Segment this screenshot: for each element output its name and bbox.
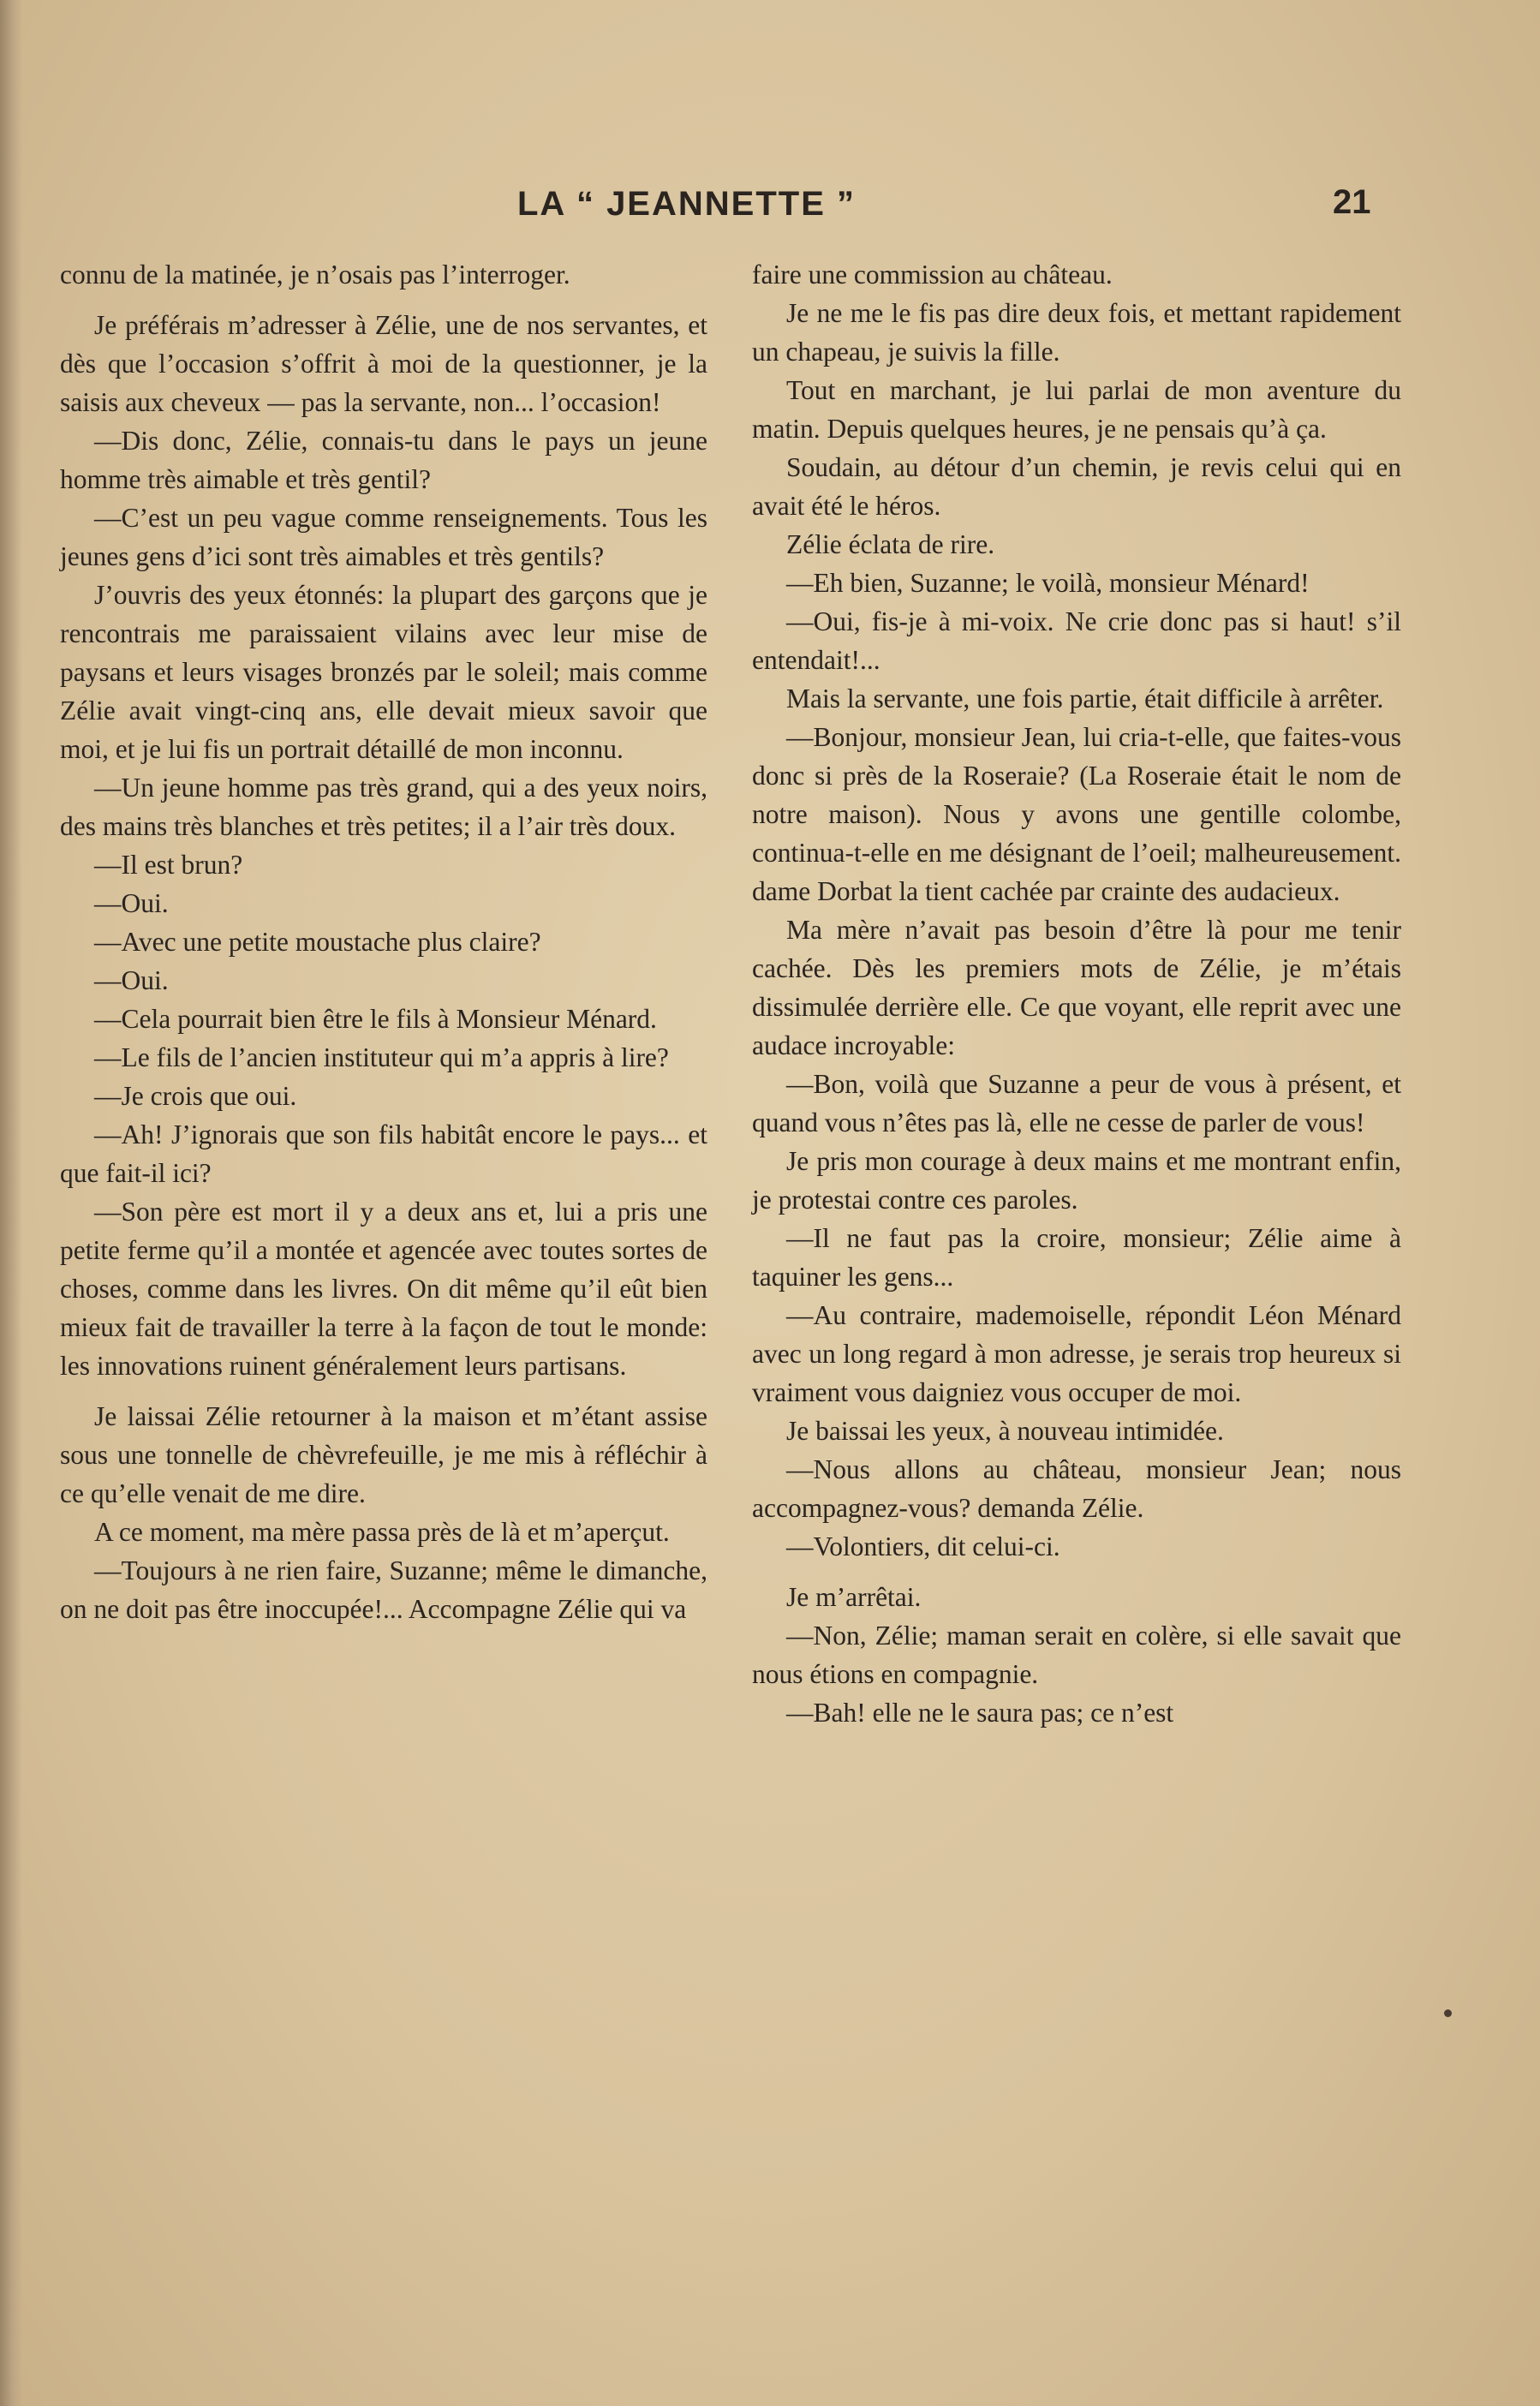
paragraph: connu de la matinée, je n’osais pas l’interroger. (60, 260, 570, 290)
left-column (60, 255, 707, 1628)
paragraph: Mais la servante, une fois partie, était difficile à arrêter. (786, 684, 1384, 713)
paragraph: Ma mère n’avait pas besoin d’être là pour me tenir cachée. Dès les premiers mots de Zélie, je m’étais dissimulée derrière elle. Ce que voyant, elle reprit avec une audace incroyable: (752, 915, 1401, 1060)
page-header (0, 180, 1540, 240)
paragraph: —Volontiers, dit celui-ci. (786, 1531, 1060, 1561)
paragraph: —Cela pourrait bien être le fils à Monsieur Ménard. (94, 1004, 657, 1034)
paragraph: —Oui, fis-je à mi-voix. Ne crie donc pas si haut! s’il entendait!... (752, 606, 1401, 675)
page-edge-shadow (0, 0, 22, 2406)
paragraph: Je ne me le fis pas dire deux fois, et mettant rapidement un chapeau, je suivis la fille. (752, 298, 1401, 367)
paragraph: —Oui. (94, 888, 169, 918)
paragraph: —Je crois que oui. (94, 1081, 297, 1111)
paragraph: —Non, Zélie; maman serait en colère, si elle savait que nous étions en compagnie. (752, 1621, 1401, 1689)
paragraph: Zélie éclata de rire. (786, 529, 995, 559)
paragraph: —Dis donc, Zélie, connais-tu dans le pays un jeune homme très aimable et très gentil? (60, 426, 707, 494)
paragraph: Tout en marchant, je lui parlai de mon aventure du matin. Depuis quelques heures, je ne pensais qu’à ça. (752, 375, 1401, 444)
running-title: LA “ JEANNETTE ” (517, 185, 856, 223)
paragraph: —Nous allons au château, monsieur Jean; nous accompagnez-vous? demanda Zélie. (752, 1454, 1401, 1523)
paragraph: Je laissai Zélie retourner à la maison et m’étant assise sous une tonnelle de chèvrefeuille, je me mis à réfléchir à ce qu’elle venait de me dire. (60, 1401, 707, 1508)
paragraph: Je pris mon courage à deux mains et me montrant enfin, je protestai contre ces paroles. (752, 1146, 1401, 1215)
paragraph: A ce moment, ma mère passa près de là et m’aperçut. (94, 1517, 670, 1547)
paragraph: J’ouvris des yeux étonnés: la plupart des garçons que je rencontrais me paraissaient vilains avec leur mise de paysans et leurs visages bronzés par le soleil; mais comme Zélie avait vingt-cinq ans, elle devait mieux savoir que moi, et je lui fis un portrait détaillé de mon inconnu. (60, 580, 707, 764)
ink-speck (1444, 2009, 1452, 2017)
paragraph: —Toujours à ne rien faire, Suzanne; même le dimanche, on ne doit pas être inoccupée!... Accompagne Zélie qui va (60, 1555, 707, 1624)
paragraph: —Il ne faut pas la croire, monsieur; Zélie aime à taquiner les gens... (752, 1223, 1401, 1292)
paragraph: —Son père est mort il y a deux ans et, lui a pris une petite ferme qu’il a montée et agencée avec toutes sortes de choses, comme dans les livres. On dit même qu’il eût bien mieux fait de travailler la terre à la façon de tout le monde: les innovations ruinent généralement leurs partisans. (60, 1197, 707, 1381)
paragraph: —Bon, voilà que Suzanne a peur de vous à présent, et quand vous n’êtes pas là, elle ne cesse de parler de vous! (752, 1069, 1401, 1137)
paragraph: Je préférais m’adresser à Zélie, une de nos servantes, et dès que l’occasion s’offrit à moi de la questionner, je la saisis aux cheveux — pas la servante, non... l’occasion! (60, 310, 707, 417)
paragraph: —Bonjour, monsieur Jean, lui cria-t-elle, que faites-vous donc si près de la Roseraie? (La Roseraie était le nom de notre maison). Nous y avons une gentille colombe, continua-t-elle en me désignant de l’oeil; malheureusement. dame Dorbat la tient cachée par crainte des audacieux. (752, 722, 1401, 906)
paragraph: —Il est brun? (94, 850, 243, 880)
paragraph: —Le fils de l’ancien instituteur qui m’a appris à lire? (94, 1042, 669, 1072)
paragraph: Soudain, au détour d’un chemin, je revis celui qui en avait été le héros. (752, 452, 1401, 521)
paragraph: —Ah! J’ignorais que son fils habitât encore le pays... et que fait-il ici? (60, 1119, 707, 1188)
paragraph: —Un jeune homme pas très grand, qui a des yeux noirs, des mains très blanches et très petites; il a l’air très doux. (60, 773, 707, 841)
paragraph: —Bah! elle ne le saura pas; ce n’est (786, 1698, 1174, 1728)
paragraph: Je m’arrêtai. (786, 1582, 922, 1612)
paragraph: faire une commission au château. (752, 260, 1113, 290)
paragraph: —Oui. (94, 965, 169, 995)
page-number: 21 (1333, 183, 1371, 221)
paragraph: —Eh bien, Suzanne; le voilà, monsieur Ménard! (786, 568, 1310, 598)
paragraph: —C’est un peu vague comme renseignements. Tous les jeunes gens d’ici sont très aimables et très gentils? (60, 503, 707, 571)
paragraph: —Au contraire, mademoiselle, répondit Léon Ménard avec un long regard à mon adresse, je serais trop heureux si vraiment vous daigniez vous occuper de moi. (752, 1300, 1401, 1407)
right-column (752, 255, 1401, 1732)
paragraph: Je baissai les yeux, à nouveau intimidée. (786, 1416, 1224, 1446)
paragraph: —Avec une petite moustache plus claire? (94, 927, 541, 957)
